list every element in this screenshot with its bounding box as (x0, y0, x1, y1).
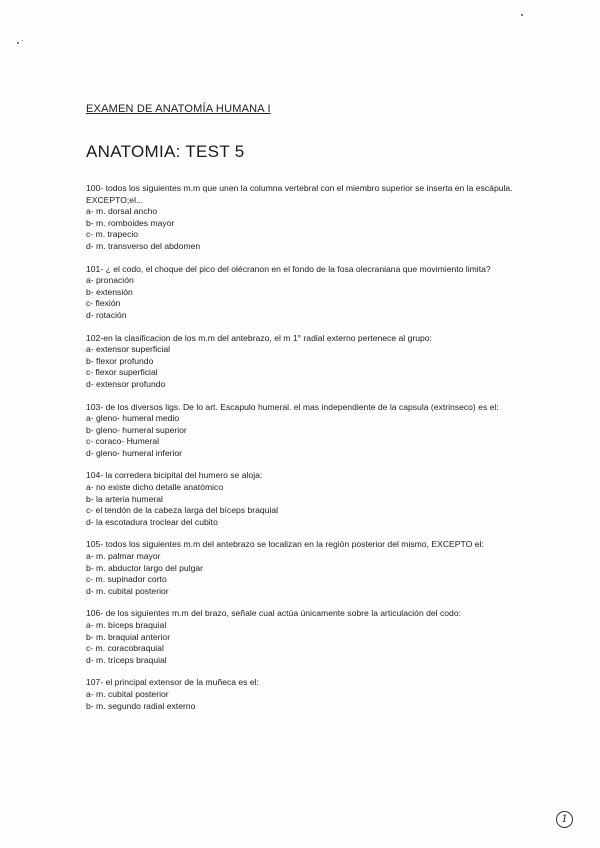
page-number: 1 (556, 811, 573, 828)
answer-option: c- coraco- Humeral (86, 436, 160, 447)
answer-option: b- m. romboides mayor (86, 217, 175, 228)
option-list (86, 344, 531, 390)
question-text: 102-en la clasificacion de los m.m del antebrazo, el m 1° radial externo pertenece al grupo: (86, 332, 432, 343)
answer-option: b- extensión (86, 286, 133, 297)
document-title: ANATOMIA: TEST 5 (86, 142, 245, 161)
scan-speck (22, 40, 23, 41)
scan-speck (521, 14, 523, 16)
question-block (86, 539, 531, 597)
answer-option: a- extensor superficial (86, 344, 171, 355)
question-text: 105- todos los siguientes m.m del antebrazo se localizan en la región posterior del mismo, EXCEPTO el: (86, 539, 484, 550)
answer-option: b- m. segundo radial externo (86, 700, 196, 711)
question-block (86, 608, 531, 666)
answer-option: d- gleno- humeral inferior (86, 447, 183, 458)
answer-option: c- el tendón de la cabeza larga del bíceps braquial (86, 505, 279, 516)
option-list (86, 275, 531, 321)
question-text: 104- la corredera bicipital del humero se aloja: (86, 470, 263, 481)
question-text: 100- todos los siguientes m.m que unen la columna vertebral con el miembro superior se inserta en la escápula. EXCEPTO;el... (86, 183, 513, 205)
answer-option: c- flexor superficial (86, 367, 158, 378)
answer-option: d- rotación (86, 309, 127, 320)
answer-option: a- pronación (86, 275, 134, 286)
answer-option: c- flexión (86, 298, 121, 309)
answer-option: a- m. dorsal ancho (86, 206, 158, 217)
question-block (86, 402, 531, 460)
exam-header: EXAMEN DE ANATOMÍA HUMANA I (86, 103, 271, 115)
answer-option: c- m. supinador corto (86, 574, 167, 585)
scan-speck (17, 42, 19, 44)
question-text: 101- ¿ el codo, el choque del pico del olécranon en el fondo de la fosa olecraniana que movimiento limita? (86, 263, 491, 274)
question-block (86, 333, 531, 391)
answer-option: a- gleno- humeral medio (86, 413, 180, 424)
question-text: 103- de los diversos ligs. De lo art. Escapulo humeral. el mas independiente de la capsula (extrinseco) es el: (86, 401, 499, 412)
answer-option: b- m. abductor largo del pulgar (86, 562, 204, 573)
answer-option: c- m. coracobraquial (86, 643, 164, 654)
answer-option: a- m. cubital posterior (86, 688, 169, 699)
answer-option: a- no existe dicho detalle anatómico (86, 482, 224, 493)
answer-option: b- flexor profundo (86, 355, 154, 366)
question-text: 107- el principal extensor de la muñeca es el: (86, 677, 259, 688)
answer-option: d- extensor profundo (86, 378, 166, 389)
answer-option: d- m. tríceps braquial (86, 654, 167, 665)
answer-option: c- m. trapecio (86, 229, 139, 240)
answer-option: a- m. bíceps braquial (86, 620, 167, 630)
question-text: 106- de los siguientes m.m del brazo, señale cual actúa únicamente sobre la articulación del codo: (86, 608, 461, 619)
option-list (86, 689, 531, 712)
option-list (86, 482, 531, 528)
answer-option: d- m. transverso del abdomen (86, 240, 201, 251)
option-list (86, 551, 531, 597)
question-list (86, 183, 531, 723)
question-block (86, 264, 531, 322)
option-list (86, 206, 531, 252)
answer-option: d- m. cubital posterior (86, 585, 169, 596)
answer-option: a- m. palmar mayor (86, 551, 161, 562)
answer-option: b- la arteria humeral (86, 493, 163, 504)
answer-option: b- m. braquial anterior (86, 631, 171, 642)
answer-option: b- gleno- humeral superior (86, 424, 187, 435)
option-list (86, 620, 531, 666)
question-block (86, 470, 531, 528)
question-block (86, 183, 531, 253)
question-block (86, 677, 531, 712)
option-list (86, 413, 531, 459)
answer-option: d- la escotadura troclear del cubito (86, 516, 218, 527)
